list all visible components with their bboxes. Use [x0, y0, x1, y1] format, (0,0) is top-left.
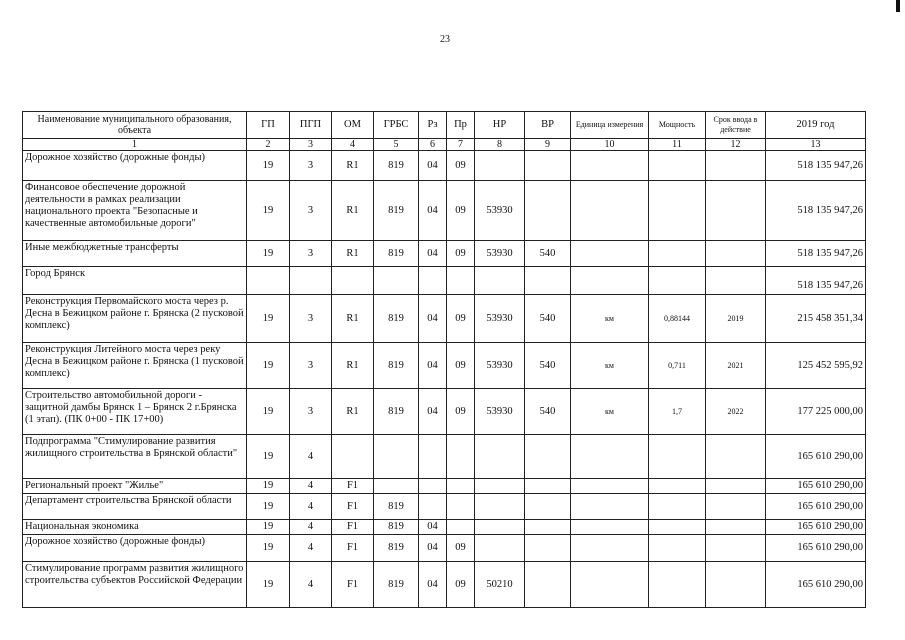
column-number: 11	[649, 139, 706, 151]
power-cell	[649, 479, 706, 494]
row-name: Стимулирование программ развития жилищного строительства субъектов Российской Федерации	[23, 562, 247, 608]
grbs-cell: 819	[374, 295, 419, 343]
term-cell	[706, 435, 766, 479]
row-name: Подпрограмма "Стимулирование развития жилищного строительства в Брянской области"	[23, 435, 247, 479]
table-row	[23, 241, 866, 267]
unit-cell	[571, 562, 649, 608]
unit-cell	[571, 267, 649, 295]
nr-cell: 53930	[475, 343, 525, 389]
gp-cell: 19	[247, 562, 290, 608]
table-row	[23, 181, 866, 241]
amount-cell: 177 225 000,00	[766, 389, 866, 435]
pr-cell: 09	[447, 181, 475, 241]
om-cell: R1	[332, 151, 374, 181]
pgp-cell: 4	[290, 535, 332, 562]
pgp-cell: 4	[290, 435, 332, 479]
grbs-cell: 819	[374, 151, 419, 181]
power-cell	[649, 181, 706, 241]
unit-cell: км	[571, 343, 649, 389]
gp-cell: 19	[247, 151, 290, 181]
amount-cell: 165 610 290,00	[766, 435, 866, 479]
vr-cell: 540	[525, 241, 571, 267]
rz-cell	[419, 479, 447, 494]
vr-cell	[525, 151, 571, 181]
table-row	[23, 151, 866, 181]
amount-cell: 125 452 595,92	[766, 343, 866, 389]
vr-cell	[525, 181, 571, 241]
vr-cell: 540	[525, 343, 571, 389]
column-number: 10	[571, 139, 649, 151]
unit-cell	[571, 241, 649, 267]
vr-cell	[525, 494, 571, 520]
rz-cell: 04	[419, 520, 447, 535]
amount-cell: 165 610 290,00	[766, 520, 866, 535]
nr-cell	[475, 535, 525, 562]
gp-cell: 19	[247, 435, 290, 479]
column-number: 12	[706, 139, 766, 151]
unit-cell: км	[571, 295, 649, 343]
table-row	[23, 343, 866, 389]
unit-cell	[571, 181, 649, 241]
power-cell	[649, 535, 706, 562]
page-number: 23	[440, 34, 450, 45]
pgp-cell: 3	[290, 389, 332, 435]
budget-table	[22, 111, 866, 608]
row-name: Дорожное хозяйство (дорожные фонды)	[23, 535, 247, 562]
col-header-grbs: ГРБС	[374, 112, 419, 139]
col-header-gp: ГП	[247, 112, 290, 139]
rz-cell: 04	[419, 295, 447, 343]
grbs-cell: 819	[374, 520, 419, 535]
table-row	[23, 494, 866, 520]
pgp-cell: 3	[290, 181, 332, 241]
nr-cell: 53930	[475, 389, 525, 435]
unit-cell	[571, 479, 649, 494]
gp-cell: 19	[247, 241, 290, 267]
amount-cell: 165 610 290,00	[766, 562, 866, 608]
grbs-cell: 819	[374, 181, 419, 241]
nr-cell: 53930	[475, 295, 525, 343]
power-cell: 0,88144	[649, 295, 706, 343]
pr-cell	[447, 479, 475, 494]
rz-cell: 04	[419, 535, 447, 562]
amount-cell: 165 610 290,00	[766, 494, 866, 520]
gp-cell	[247, 267, 290, 295]
col-header-rz: Рз	[419, 112, 447, 139]
row-name: Реконструкция Первомайского моста через р. Десна в Бежицком районе г. Брянска (2 пусковой комплекс)	[23, 295, 247, 343]
unit-cell	[571, 520, 649, 535]
rz-cell: 04	[419, 241, 447, 267]
power-cell: 0,711	[649, 343, 706, 389]
pr-cell: 09	[447, 295, 475, 343]
vr-cell	[525, 479, 571, 494]
row-name: Реконструкция Литейного моста через реку Десна в Бежицком районе г. Брянска (1 пусковой комплекс)	[23, 343, 247, 389]
power-cell	[649, 151, 706, 181]
grbs-cell: 819	[374, 389, 419, 435]
pgp-cell: 4	[290, 494, 332, 520]
term-cell	[706, 479, 766, 494]
amount-cell: 518 135 947,26	[766, 181, 866, 241]
unit-cell	[571, 535, 649, 562]
gp-cell: 19	[247, 479, 290, 494]
term-cell	[706, 267, 766, 295]
gp-cell: 19	[247, 343, 290, 389]
column-number: 4	[332, 139, 374, 151]
term-cell	[706, 241, 766, 267]
nr-cell	[475, 151, 525, 181]
col-header-power: Мощность	[649, 112, 706, 139]
row-name: Департамент строительства Брянской области	[23, 494, 247, 520]
om-cell: R1	[332, 343, 374, 389]
grbs-cell	[374, 435, 419, 479]
pgp-cell: 4	[290, 562, 332, 608]
grbs-cell: 819	[374, 241, 419, 267]
scan-edge-mark	[896, 0, 900, 12]
row-name: Строительство автомобильной дороги - защитной дамбы Брянск 1 – Брянск 2 г.Брянска (1 этап). (ПК 0+00 - ПК 17+00)	[23, 389, 247, 435]
pgp-cell: 3	[290, 241, 332, 267]
col-header-name: Наименование муниципального образования, объекта	[23, 112, 247, 139]
om-cell: R1	[332, 295, 374, 343]
col-header-term: Срок ввода в действие	[706, 112, 766, 139]
rz-cell	[419, 435, 447, 479]
row-name: Иные межбюджетные трансферты	[23, 241, 247, 267]
vr-cell	[525, 267, 571, 295]
row-name: Национальная экономика	[23, 520, 247, 535]
pgp-cell: 3	[290, 343, 332, 389]
vr-cell: 540	[525, 389, 571, 435]
column-number-row	[23, 139, 866, 151]
vr-cell: 540	[525, 295, 571, 343]
pgp-cell: 3	[290, 295, 332, 343]
power-cell	[649, 562, 706, 608]
gp-cell: 19	[247, 181, 290, 241]
term-cell	[706, 535, 766, 562]
rz-cell: 04	[419, 151, 447, 181]
om-cell: R1	[332, 181, 374, 241]
nr-cell: 50210	[475, 562, 525, 608]
col-header-unit: Единица измерения	[571, 112, 649, 139]
vr-cell	[525, 535, 571, 562]
term-cell	[706, 151, 766, 181]
om-cell: F1	[332, 479, 374, 494]
table-row	[23, 267, 866, 295]
pr-cell	[447, 520, 475, 535]
term-cell	[706, 181, 766, 241]
rz-cell: 04	[419, 343, 447, 389]
pgp-cell: 4	[290, 520, 332, 535]
column-number: 1	[23, 139, 247, 151]
gp-cell: 19	[247, 389, 290, 435]
pr-cell: 09	[447, 562, 475, 608]
pr-cell	[447, 435, 475, 479]
om-cell: R1	[332, 241, 374, 267]
nr-cell	[475, 494, 525, 520]
term-cell	[706, 494, 766, 520]
nr-cell	[475, 479, 525, 494]
power-cell	[649, 520, 706, 535]
vr-cell	[525, 562, 571, 608]
term-cell: 2021	[706, 343, 766, 389]
col-header-pgp: ПГП	[290, 112, 332, 139]
rz-cell: 04	[419, 389, 447, 435]
gp-cell: 19	[247, 494, 290, 520]
amount-cell: 518 135 947,26	[766, 151, 866, 181]
unit-cell: км	[571, 389, 649, 435]
nr-cell: 53930	[475, 241, 525, 267]
unit-cell	[571, 151, 649, 181]
pr-cell	[447, 494, 475, 520]
om-cell: R1	[332, 389, 374, 435]
term-cell: 2019	[706, 295, 766, 343]
vr-cell	[525, 520, 571, 535]
pgp-cell: 4	[290, 479, 332, 494]
nr-cell	[475, 435, 525, 479]
om-cell	[332, 435, 374, 479]
rz-cell: 04	[419, 181, 447, 241]
pr-cell	[447, 267, 475, 295]
rz-cell	[419, 494, 447, 520]
table-row	[23, 479, 866, 494]
power-cell	[649, 267, 706, 295]
amount-cell: 518 135 947,26	[766, 267, 866, 295]
unit-cell	[571, 494, 649, 520]
grbs-cell: 819	[374, 562, 419, 608]
column-number: 7	[447, 139, 475, 151]
gp-cell: 19	[247, 520, 290, 535]
grbs-cell	[374, 479, 419, 494]
pgp-cell	[290, 267, 332, 295]
unit-cell	[571, 435, 649, 479]
table-row	[23, 535, 866, 562]
rz-cell	[419, 267, 447, 295]
amount-cell: 215 458 351,34	[766, 295, 866, 343]
grbs-cell: 819	[374, 343, 419, 389]
column-number: 2	[247, 139, 290, 151]
grbs-cell: 819	[374, 535, 419, 562]
pr-cell: 09	[447, 151, 475, 181]
row-name: Региональный проект "Жилье"	[23, 479, 247, 494]
power-cell: 1,7	[649, 389, 706, 435]
col-header-nr: НР	[475, 112, 525, 139]
table-row	[23, 562, 866, 608]
gp-cell: 19	[247, 295, 290, 343]
nr-cell: 53930	[475, 181, 525, 241]
gp-cell: 19	[247, 535, 290, 562]
term-cell	[706, 562, 766, 608]
vr-cell	[525, 435, 571, 479]
power-cell	[649, 494, 706, 520]
pr-cell: 09	[447, 535, 475, 562]
amount-cell: 165 610 290,00	[766, 479, 866, 494]
column-number: 3	[290, 139, 332, 151]
col-header-om: ОМ	[332, 112, 374, 139]
row-name: Город Брянск	[23, 267, 247, 295]
budget-table-body	[23, 151, 866, 608]
table-row	[23, 520, 866, 535]
grbs-cell	[374, 267, 419, 295]
column-number: 8	[475, 139, 525, 151]
col-header-pr: Пр	[447, 112, 475, 139]
nr-cell	[475, 520, 525, 535]
table-row	[23, 295, 866, 343]
term-cell: 2022	[706, 389, 766, 435]
column-number: 5	[374, 139, 419, 151]
power-cell	[649, 435, 706, 479]
om-cell: F1	[332, 494, 374, 520]
row-name: Финансовое обеспечение дорожной деятельности в рамках реализации национального проекта "Безопасные и качественные автомобильные дороги"	[23, 181, 247, 241]
om-cell	[332, 267, 374, 295]
om-cell: F1	[332, 520, 374, 535]
column-number: 9	[525, 139, 571, 151]
row-name: Дорожное хозяйство (дорожные фонды)	[23, 151, 247, 181]
pr-cell: 09	[447, 241, 475, 267]
pr-cell: 09	[447, 389, 475, 435]
grbs-cell: 819	[374, 494, 419, 520]
pgp-cell: 3	[290, 151, 332, 181]
column-number: 13	[766, 139, 866, 151]
col-header-year: 2019 год	[766, 112, 866, 139]
column-number: 6	[419, 139, 447, 151]
term-cell	[706, 520, 766, 535]
pr-cell: 09	[447, 343, 475, 389]
nr-cell	[475, 267, 525, 295]
amount-cell: 165 610 290,00	[766, 535, 866, 562]
col-header-vr: ВР	[525, 112, 571, 139]
table-row	[23, 389, 866, 435]
table-row	[23, 435, 866, 479]
amount-cell: 518 135 947,26	[766, 241, 866, 267]
power-cell	[649, 241, 706, 267]
om-cell: F1	[332, 562, 374, 608]
table-header-row	[23, 112, 866, 139]
om-cell: F1	[332, 535, 374, 562]
rz-cell: 04	[419, 562, 447, 608]
